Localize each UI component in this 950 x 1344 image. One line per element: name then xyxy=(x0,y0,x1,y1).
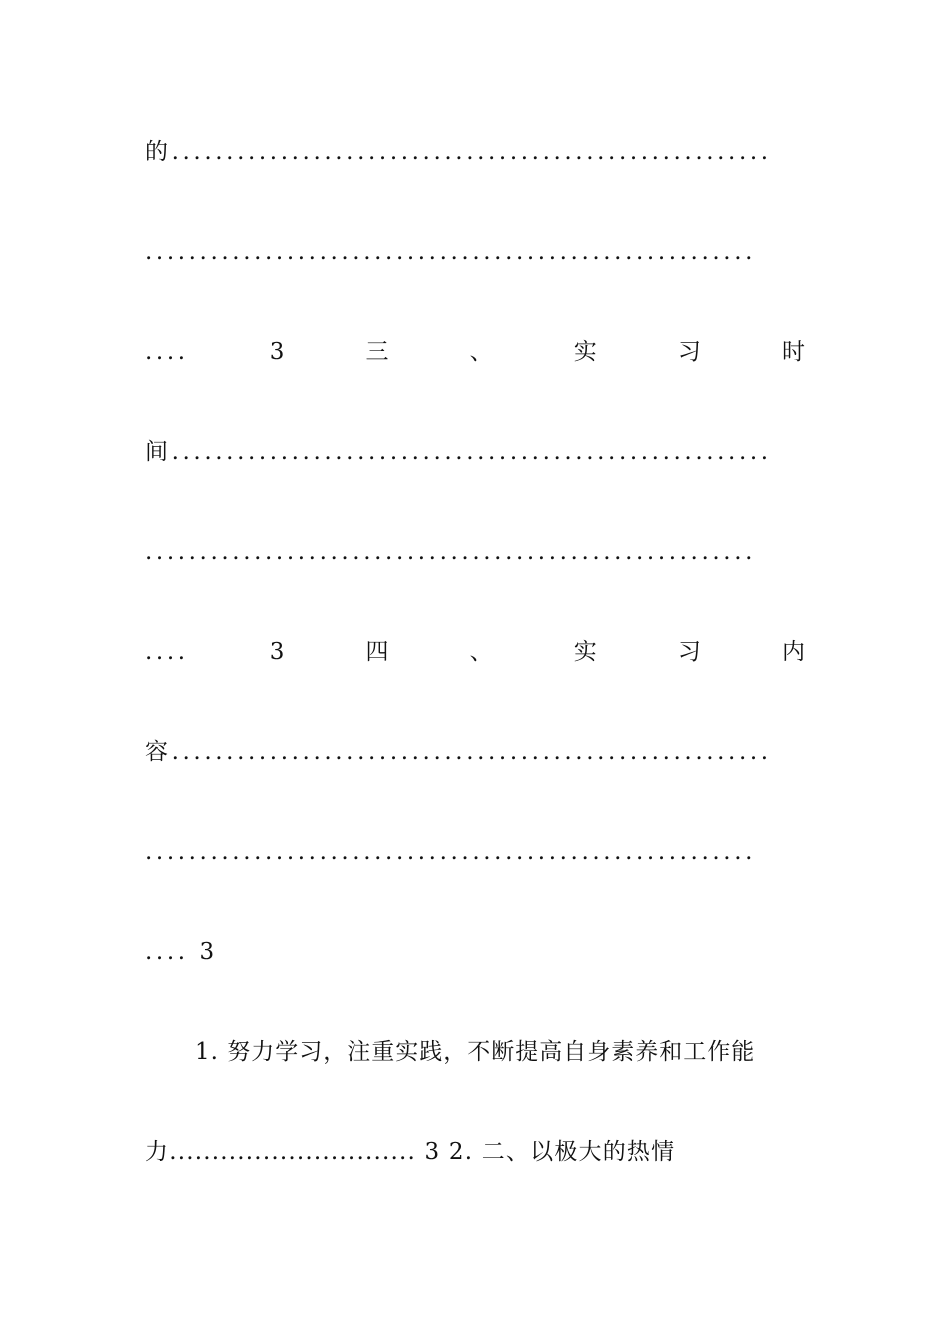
toc-line-11: 力............................. 3 2. 二、以极大的热情 xyxy=(145,1139,676,1165)
toc-line-4: 间....................................................... xyxy=(145,439,772,465)
toc-page-number: 3 xyxy=(269,639,285,665)
toc-line-1: 的....................................................... xyxy=(145,139,772,165)
toc-char: 实 xyxy=(573,639,597,665)
toc-dots: .... xyxy=(145,339,189,365)
toc-line-10: 1. 努力学习，注重实践，不断提高自身素养和工作能 xyxy=(195,1039,756,1065)
toc-line-2: ........................................................ xyxy=(145,239,757,265)
toc-char: 实 xyxy=(573,339,597,365)
toc-char: 习 xyxy=(677,639,701,665)
toc-line-3 xyxy=(145,337,805,367)
toc-char: 习 xyxy=(677,339,701,365)
toc-line-6 xyxy=(145,637,805,667)
toc-line-7: 容....................................................... xyxy=(145,739,772,765)
toc-page-number: 3 xyxy=(269,339,285,365)
toc-char: 、 xyxy=(469,339,493,365)
toc-char: 、 xyxy=(469,639,493,665)
toc-dots: .... xyxy=(145,639,189,665)
toc-line-9: .... 3 xyxy=(145,939,218,965)
toc-line-8: ........................................................ xyxy=(145,839,757,865)
toc-line-5: ........................................................ xyxy=(145,539,757,565)
toc-char: 内 xyxy=(781,639,805,665)
toc-char: 三 xyxy=(365,339,389,365)
toc-char: 四 xyxy=(365,639,389,665)
toc-char: 时 xyxy=(781,339,805,365)
